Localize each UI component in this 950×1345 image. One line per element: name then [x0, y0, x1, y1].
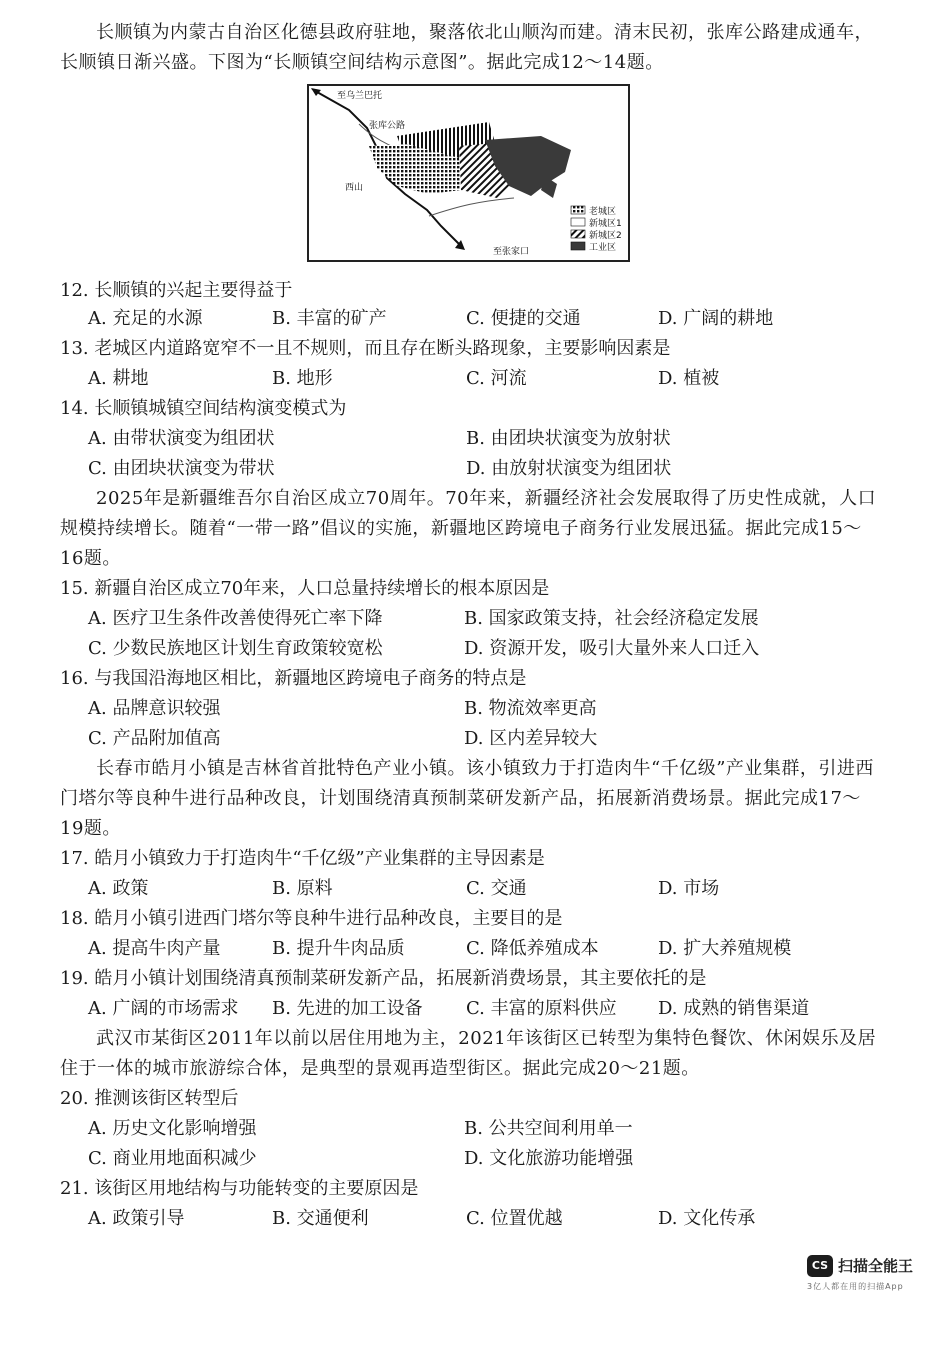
option-16-a: A. 品牌意识较强 [88, 698, 221, 719]
option-12-b: B. 丰富的矿产 [272, 308, 387, 329]
passage-3: 长春市皓月小镇是吉林省首批特色产业小镇。该小镇致力于打造肉牛“千亿级”产业集群，引进西门塔尔等良种牛进行品种改良，计划围绕清真预制菜研发新产品，拓展新消费场景。据此完成17～19题。 [60, 758, 874, 839]
option-17-a: A. 政策 [88, 878, 149, 899]
option-14-c: C. 由团块状演变为带状 [88, 458, 275, 479]
option-15-d: D. 资源开发，吸引大量外来人口迁入 [464, 638, 760, 659]
legend-swatch-industrial [571, 242, 585, 250]
label-top-road: 至乌兰巴托 [337, 91, 383, 101]
option-18-b: B. 提升牛肉品质 [272, 938, 405, 959]
option-13-a: A. 耕地 [88, 368, 149, 389]
legend-industrial: 工业区 [589, 243, 617, 253]
option-18-a: A. 提高牛肉产量 [88, 938, 221, 959]
question-19: 19. 皓月小镇计划围绕清真预制菜研发新产品，拓展新消费场景，其主要依托的是 [60, 968, 707, 989]
option-16-b: B. 物流效率更高 [464, 698, 597, 719]
legend-swatch-new1 [571, 218, 585, 226]
option-20-b: B. 公共空间利用单一 [464, 1118, 633, 1139]
river-line [429, 198, 514, 216]
option-12-c: C. 便捷的交通 [466, 308, 581, 329]
option-15-a: A. 医疗卫生条件改善使得死亡率下降 [88, 608, 383, 629]
option-17-c: C. 交通 [466, 878, 527, 899]
map-svg [309, 86, 630, 262]
option-18-d: D. 扩大养殖规模 [658, 938, 792, 959]
option-19-c: C. 丰富的原料供应 [466, 998, 617, 1019]
question-18: 18. 皓月小镇引进西门塔尔等良种牛进行品种改良，主要目的是 [60, 908, 563, 929]
option-15-c: C. 少数民族地区计划生育政策较宽松 [88, 638, 383, 659]
option-14-a: A. 由带状演变为组团状 [88, 428, 275, 449]
scanner-watermark [807, 1253, 922, 1293]
option-19-b: B. 先进的加工设备 [272, 998, 423, 1019]
option-17-d: D. 市场 [658, 878, 720, 899]
question-17: 17. 皓月小镇致力于打造肉牛“千亿级”产业集群的主导因素是 [60, 848, 545, 869]
question-20: 20. 推测该街区转型后 [60, 1088, 239, 1109]
option-21-b: B. 交通便利 [272, 1208, 369, 1229]
question-21: 21. 该街区用地结构与功能转变的主要原因是 [60, 1178, 419, 1199]
option-19-a: A. 广阔的市场需求 [88, 998, 239, 1019]
question-13: 13. 老城区内道路宽窄不一且不规则，而且存在断头路现象，主要影响因素是 [60, 338, 671, 359]
legend-old-town: 老城区 [589, 207, 617, 217]
option-14-b: B. 由团块状演变为放射状 [466, 428, 671, 449]
option-18-c: C. 降低养殖成本 [466, 938, 599, 959]
option-20-c: C. 商业用地面积减少 [88, 1148, 257, 1169]
option-20-a: A. 历史文化影响增强 [88, 1118, 257, 1139]
question-12: 12. 长顺镇的兴起主要得益于 [60, 280, 293, 301]
question-14: 14. 长顺镇城镇空间结构演变模式为 [60, 398, 347, 419]
option-15-b: B. 国家政策支持，社会经济稳定发展 [464, 608, 759, 629]
option-13-b: B. 地形 [272, 368, 333, 389]
passage-2: 2025年是新疆维吾尔自治区成立70周年。70年来，新疆经济社会发展取得了历史性成就，人口规模持续增长。随着“一带一路”倡议的实施，新疆地区跨境电子商务行业发展迅猛。据此完成15～16题。 [60, 488, 877, 569]
passage-1: 长顺镇为内蒙古自治区化德县政府驻地，聚落依北山顺沟而建。清末民初，张库公路建成通车，长顺镇日渐兴盛。下图为“长顺镇空间结构示意图”。据此完成12～14题。 [60, 22, 873, 73]
option-21-d: D. 文化传承 [658, 1208, 756, 1229]
option-13-c: C. 河流 [466, 368, 527, 389]
legend-swatch-new2 [571, 230, 585, 238]
option-16-c: C. 产品附加值高 [88, 728, 221, 749]
option-12-d: D. 广阔的耕地 [658, 308, 774, 329]
watermark-subtitle: 3亿人都在用的扫描App [807, 1282, 904, 1291]
passage-4: 武汉市某街区2011年以前以居住用地为主，2021年该街区已转型为集特色餐饮、休闲娱乐及居住于一体的城市旅游综合体，是典型的景观再造型街区。据此完成20～21题。 [60, 1028, 877, 1079]
option-20-d: D. 文化旅游功能增强 [464, 1148, 634, 1169]
question-15: 15. 新疆自治区成立70年来，人口总量持续增长的根本原因是 [60, 578, 550, 599]
option-21-a: A. 政策引导 [88, 1208, 185, 1229]
legend-swatch-old [571, 206, 585, 214]
town-structure-map [307, 84, 630, 262]
label-bottom-road: 至张家口 [493, 247, 530, 257]
question-16: 16. 与我国沿海地区相比，新疆地区跨境电子商务的特点是 [60, 668, 527, 689]
legend-new-area-1: 新城区1 [589, 219, 622, 229]
option-14-d: D. 由放射状演变为组团状 [466, 458, 672, 479]
legend-new-area-2: 新城区2 [589, 231, 622, 241]
legend [571, 205, 622, 253]
label-road-name: 张库公路 [369, 121, 406, 131]
option-16-d: D. 区内差异较大 [464, 728, 598, 749]
option-21-c: C. 位置优越 [466, 1208, 563, 1229]
option-17-b: B. 原料 [272, 878, 333, 899]
arrow-top-icon [311, 88, 321, 96]
option-19-d: D. 成熟的销售渠道 [658, 998, 810, 1019]
option-13-d: D. 植被 [658, 368, 720, 389]
watermark-title: 扫描全能王 [838, 1257, 914, 1275]
option-12-a: A. 充足的水源 [88, 308, 203, 329]
camscanner-logo-icon: CS [807, 1255, 833, 1277]
label-west-mountain: 西山 [345, 183, 364, 193]
